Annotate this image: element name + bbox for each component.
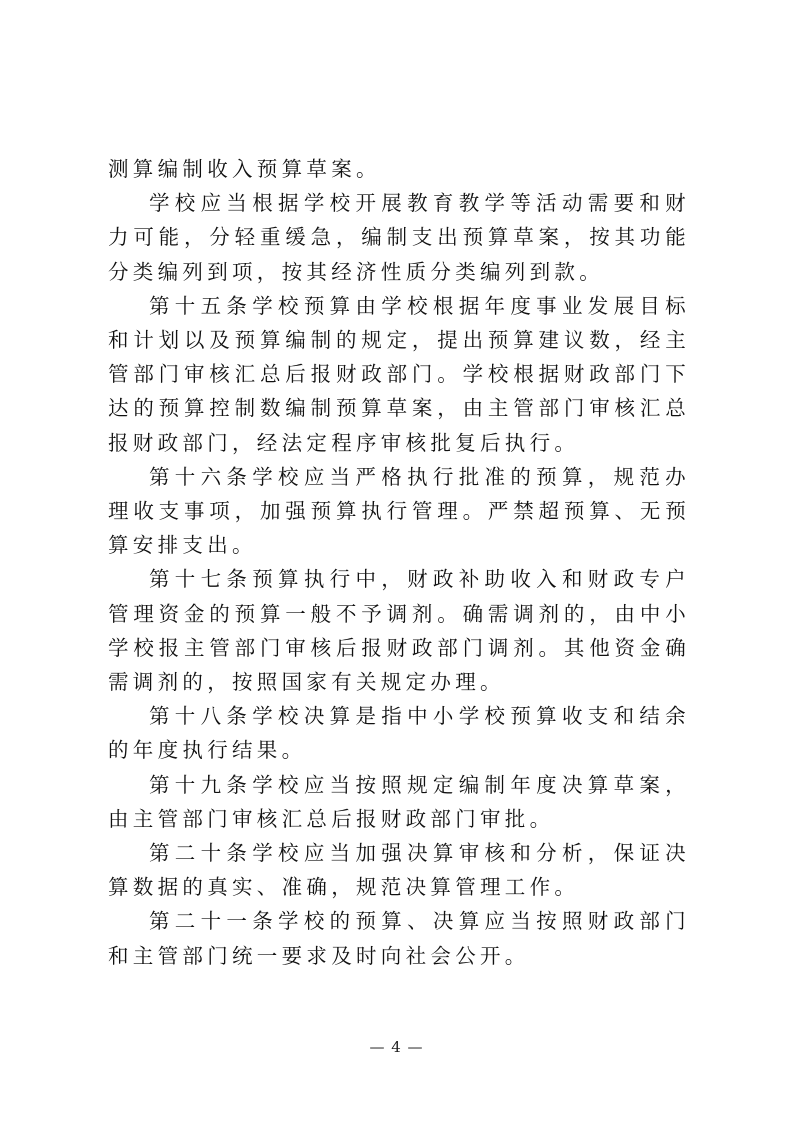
document-body	[108, 152, 690, 973]
paragraph-article-21: 第二十一条学校的预算、决算应当按照财政部门和主管部门统一要求及时向社会公开。	[108, 909, 690, 968]
paragraph-article-18: 第十八条学校决算是指中小学校预算收支和结余的年度执行结果。	[108, 704, 690, 763]
paragraph-article-20: 第二十条学校应当加强决算审核和分析，保证决算数据的真实、准确，规范决算管理工作。	[108, 841, 690, 900]
paragraph-article-19: 第十九条学校应当按照规定编制年度决算草案，由主管部门审核汇总后报财政部门审批。	[108, 772, 690, 831]
page-number: — 4 —	[369, 1038, 424, 1056]
paragraph-expenditure-budget: 学校应当根据学校开展教育教学等活动需要和财力可能，分轻重缓急，编制支出预算草案，按其功能分类编列到项，按其经济性质分类编列到款。	[108, 191, 690, 284]
paragraph-continuation: 测算编制收入预算草案。	[108, 157, 381, 181]
paragraph-article-16: 第十六条学校应当严格执行批准的预算，规范办理收支事项，加强预算执行管理。严禁超预算、无预算安排支出。	[108, 464, 690, 558]
paragraph-article-15: 第十五条学校预算由学校根据年度事业发展目标和计划以及预算编制的规定，提出预算建议数，经主管部门审核汇总后报财政部门。学校根据财政部门下达的预算控制数编制预算草案，由主管部门审核汇总报财政部门，经法定程序审核批复后执行。	[108, 293, 690, 455]
paragraph-article-17: 第十七条预算执行中，财政补助收入和财政专户管理资金的预算一般不予调剂。确需调剂的，由中小学校报主管部门审核后报财政部门调剂。其他资金确需调剂的，按照国家有关规定办理。	[108, 567, 690, 695]
